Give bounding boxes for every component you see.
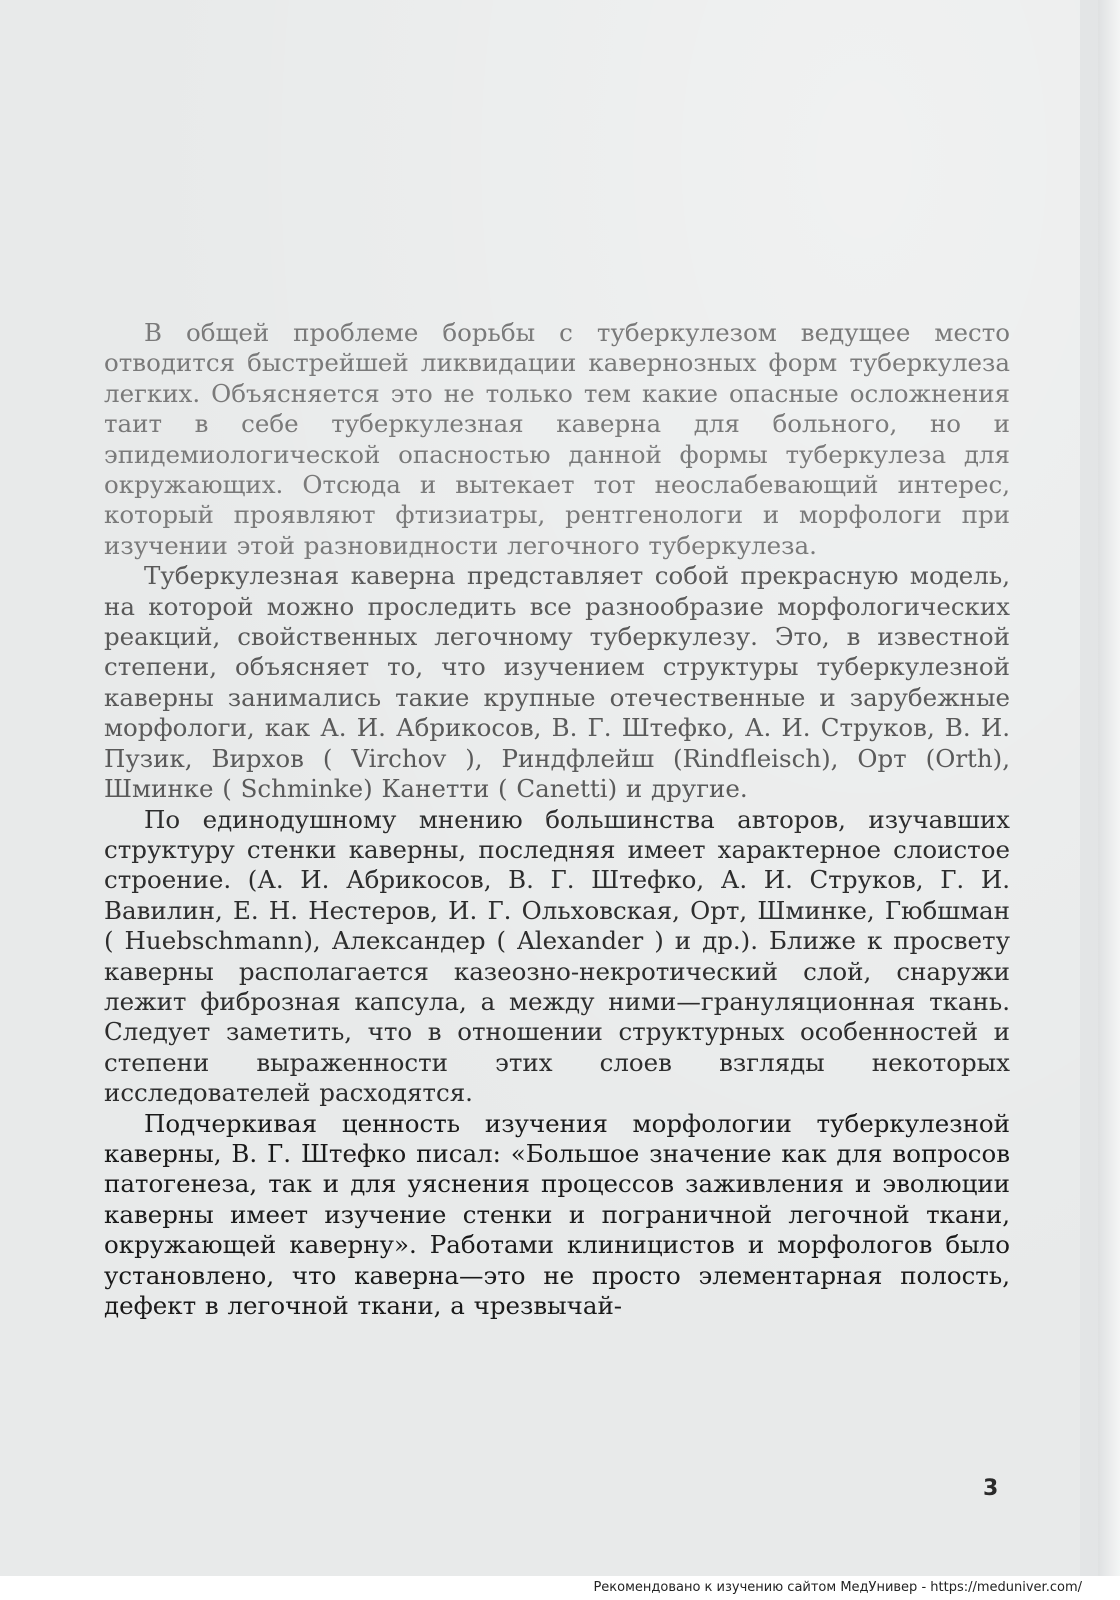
paragraph-4: Подчеркивая ценность изучения морфологии туберкулезной каверны, В. Г. Штефко писал: «Большое значение как для вопросов патогенеза, так и для уяснения процессов заживления и эволюции каверны имеет изучение стенки и пограничной легочной ткани, окружающей каверну». Работами клиницистов и морфологов было установлено, что каверна—это не просто элементарная полость, дефект в легочной ткани, а чрезвычай- bbox=[104, 1108, 1010, 1320]
body-text bbox=[104, 318, 1010, 1321]
paragraph-2: Туберкулезная каверна представляет собой прекрасную модель, на которой можно проследить все разнообразие морфологических реакций, свойственных легочному туберкулезу. Это, в известной степени, объясняет то, что изучением структуры туберкулезной каверны занимались такие крупные отечественные и зарубежные морфологи, как А. И. Абрикосов, В. Г. Штефко, А. И. Струков, В. И. Пузик, Вирхов ( Virchov ), Риндфлейш (Rindfleisch), Орт (Orth), Шминке ( Schminke) Канетти ( Canetti) и другие. bbox=[104, 561, 1010, 804]
paragraph-3: По единодушному мнению большинства авторов, изучавших структуру стенки каверны, последняя имеет характерное слоистое строение. (А. И. Абрикосов, В. Г. Штефко, А. И. Струков, Г. И. Вавилин, Е. Н. Нестеров, И. Г. Ольховская, Орт, Шминке, Гюбшман ( Huebschmann), Александер ( Alexander ) и др.). Ближе к просвету каверны располагается казеозно-некротический слой, снаружи лежит фиброзная капсула, а между ними—грануляционная ткань. Следует заметить, что в отношении структурных особенностей и степени выраженности этих слоев взгляды некоторых исследователей расходятся. bbox=[104, 804, 1010, 1108]
page-number: 3 bbox=[983, 1476, 999, 1501]
paragraph-1: В общей проблеме борьбы с туберкулезом ведущее место отводится быстрейшей ликвидации кавернозных форм туберкулеза легких. Объясняется это не только тем какие опасные осложнения таит в себе туберкулезная каверна для больного, но и эпидемиологической опасностью данной формы туберкулеза для окружающих. Отсюда и вытекает тот неослабевающий интерес, который проявляют фтизиатры, рентгенологи и морфологи при изучении этой разновидности легочного туберкулеза. bbox=[104, 318, 1010, 560]
footer-watermark-link[interactable]: Рекомендовано к изучению сайтом МедУнивер - https://meduniver.com/ bbox=[593, 1580, 1082, 1595]
page-edge bbox=[1098, 0, 1120, 1600]
